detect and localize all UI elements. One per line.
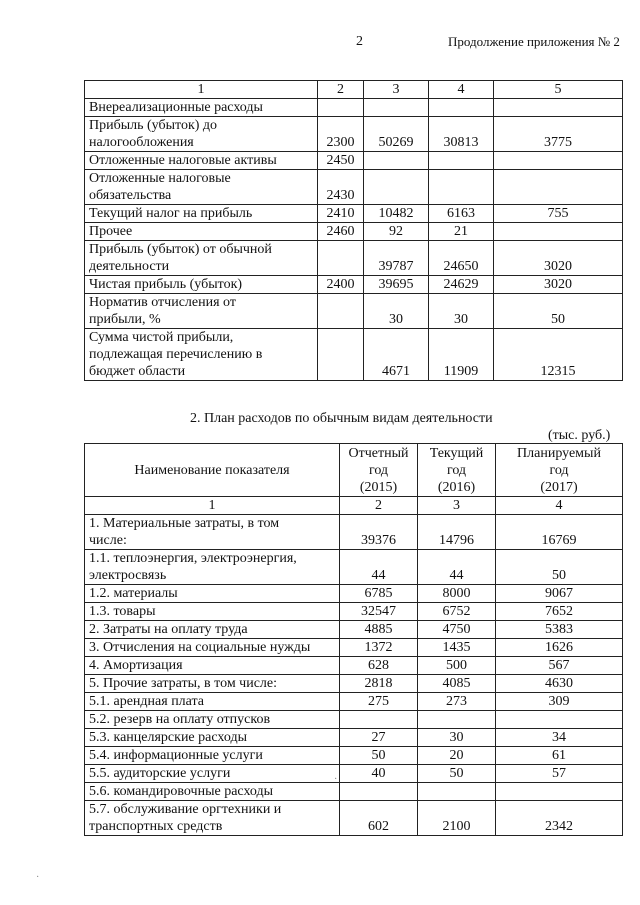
value-2016 xyxy=(418,711,496,729)
row-label-line: электросвязь xyxy=(89,568,167,583)
col-number: 1 xyxy=(85,497,340,515)
row-label-line: обязательства xyxy=(89,188,172,203)
row-label-line: Прочее xyxy=(89,224,133,239)
header-col-2017 xyxy=(496,444,623,497)
row-code xyxy=(318,241,364,276)
row-code: 2400 xyxy=(318,276,364,294)
expenses-header-row xyxy=(85,444,623,497)
row-label xyxy=(85,241,318,276)
value-2015: 39376 xyxy=(340,515,418,550)
table-row xyxy=(85,657,623,675)
row-label-line: 5.7. обслуживание оргтехники и xyxy=(89,802,282,817)
header-col-2016-line2: год xyxy=(446,462,467,478)
value-2017: 7652 xyxy=(496,603,623,621)
row-label-line: деятельности xyxy=(89,259,170,274)
col-number: 5 xyxy=(494,81,623,99)
row-label-line: 5.3. канцелярские расходы xyxy=(89,730,247,745)
row-label-line: Норматив отчисления от xyxy=(89,295,236,310)
value-2015: 39695 xyxy=(364,276,429,294)
value-2015: 1372 xyxy=(340,639,418,657)
header-col-2015-line3: (2015) xyxy=(359,479,398,495)
table-row xyxy=(85,711,623,729)
value-2015: 275 xyxy=(340,693,418,711)
row-label-line: 1.1. теплоэнергия, электроэнергия, xyxy=(89,551,297,566)
value-2017 xyxy=(494,170,623,205)
row-label xyxy=(85,801,340,836)
row-label-line: Текущий налог на прибыль xyxy=(89,206,253,221)
value-2015: 4671 xyxy=(364,329,429,381)
row-code: 2300 xyxy=(318,117,364,152)
col-number: 4 xyxy=(429,81,494,99)
col-number: 4 xyxy=(496,497,623,515)
row-label-line: подлежащая перечислению в xyxy=(89,347,263,362)
scan-speck: · xyxy=(36,872,40,883)
value-2017: 1626 xyxy=(496,639,623,657)
row-label xyxy=(85,639,340,657)
row-label xyxy=(85,585,340,603)
table-row xyxy=(85,765,623,783)
table-row xyxy=(85,205,623,223)
row-label-line: Внереализационные расходы xyxy=(89,100,263,115)
header-col-2015-line2: год xyxy=(368,462,389,478)
value-2016: 1435 xyxy=(418,639,496,657)
value-2016 xyxy=(429,99,494,117)
col-number: 1 xyxy=(85,81,318,99)
row-code xyxy=(318,99,364,117)
value-2016: 21 xyxy=(429,223,494,241)
value-2016: 8000 xyxy=(418,585,496,603)
value-2016 xyxy=(429,152,494,170)
row-label xyxy=(85,550,340,585)
value-2017: 567 xyxy=(496,657,623,675)
value-2017 xyxy=(494,223,623,241)
value-2016: 4085 xyxy=(418,675,496,693)
table-row xyxy=(85,152,623,170)
row-label xyxy=(85,205,318,223)
value-2016: 30813 xyxy=(429,117,494,152)
page-number: 2 xyxy=(356,34,363,49)
row-label xyxy=(85,329,318,381)
row-code: 2460 xyxy=(318,223,364,241)
units-label: (тыс. руб.) xyxy=(548,428,611,443)
value-2016: 11909 xyxy=(429,329,494,381)
row-label-line: Прибыль (убыток) до xyxy=(89,118,218,133)
scan-speck: · xyxy=(334,774,338,785)
value-2015: 44 xyxy=(340,550,418,585)
value-2015: 30 xyxy=(364,294,429,329)
row-label-line: 5.2. резерв на оплату отпусков xyxy=(89,712,271,727)
row-label-line: 5. Прочие затраты, в том числе: xyxy=(89,676,278,691)
value-2017: 2342 xyxy=(496,801,623,836)
value-2015: 39787 xyxy=(364,241,429,276)
value-2017: 5383 xyxy=(496,621,623,639)
value-2016: 2100 xyxy=(418,801,496,836)
section-title: 2. План расходов по обычным видам деятельности xyxy=(190,411,493,426)
table-row xyxy=(85,639,623,657)
row-label xyxy=(85,729,340,747)
table-row xyxy=(85,170,623,205)
row-label xyxy=(85,170,318,205)
row-label-line: прибыли, % xyxy=(89,312,161,327)
value-2016: 30 xyxy=(429,294,494,329)
table-row xyxy=(85,241,623,276)
row-label xyxy=(85,747,340,765)
table-row xyxy=(85,675,623,693)
expenses-table xyxy=(84,443,623,836)
table-row xyxy=(85,729,623,747)
row-code: 2450 xyxy=(318,152,364,170)
value-2015: 628 xyxy=(340,657,418,675)
value-2015 xyxy=(364,152,429,170)
value-2017: 50 xyxy=(494,294,623,329)
row-label-line: Чистая прибыль (убыток) xyxy=(89,277,243,292)
expenses-number-row xyxy=(85,497,623,515)
value-2016: 50 xyxy=(418,765,496,783)
row-label xyxy=(85,765,340,783)
value-2016: 4750 xyxy=(418,621,496,639)
value-2015: 602 xyxy=(340,801,418,836)
row-label xyxy=(85,783,340,801)
table-row xyxy=(85,783,623,801)
income-header-row xyxy=(85,81,623,99)
value-2015 xyxy=(364,170,429,205)
row-label-line: 1.3. товары xyxy=(89,604,156,619)
table-row xyxy=(85,294,623,329)
row-label-line: транспортных средств xyxy=(89,819,223,834)
row-label-line: налогообложения xyxy=(89,135,194,150)
row-code xyxy=(318,294,364,329)
header-col-2017-line2: год xyxy=(549,462,569,478)
table-row xyxy=(85,603,623,621)
table-row xyxy=(85,276,623,294)
value-2017: 12315 xyxy=(494,329,623,381)
value-2015 xyxy=(364,99,429,117)
row-label xyxy=(85,294,318,329)
row-label-line: 2. Затраты на оплату труда xyxy=(89,622,248,637)
value-2017 xyxy=(494,152,623,170)
header-col-2015-line1: Отчетный xyxy=(348,445,409,461)
row-label-line: 1. Материальные затраты, в том xyxy=(89,516,280,531)
table-row xyxy=(85,223,623,241)
table-row xyxy=(85,515,623,550)
row-code: 2410 xyxy=(318,205,364,223)
value-2015: 2818 xyxy=(340,675,418,693)
value-2015: 50269 xyxy=(364,117,429,152)
row-label xyxy=(85,711,340,729)
col-number: 2 xyxy=(318,81,364,99)
header-col-2016 xyxy=(418,444,496,497)
value-2016 xyxy=(429,170,494,205)
value-2016: 6163 xyxy=(429,205,494,223)
row-label-line: 5.1. арендная плата xyxy=(89,694,205,709)
header-indicator-name: Наименование показателя xyxy=(85,444,340,497)
value-2016: 44 xyxy=(418,550,496,585)
value-2017: 16769 xyxy=(496,515,623,550)
row-label-line: 5.4. информационные услуги xyxy=(89,748,263,763)
value-2015: 6785 xyxy=(340,585,418,603)
row-label-line: бюджет области xyxy=(89,364,186,379)
value-2016: 24629 xyxy=(429,276,494,294)
row-label-line: Прибыль (убыток) от обычной xyxy=(89,242,272,257)
table-row xyxy=(85,99,623,117)
row-label-line: Отложенные налоговые xyxy=(89,171,231,186)
row-label-line: 4. Амортизация xyxy=(89,658,183,673)
value-2017 xyxy=(496,711,623,729)
value-2016: 30 xyxy=(418,729,496,747)
value-2015: 92 xyxy=(364,223,429,241)
col-number: 3 xyxy=(418,497,496,515)
row-label xyxy=(85,117,318,152)
table-row xyxy=(85,585,623,603)
value-2017: 3775 xyxy=(494,117,623,152)
row-label-line: 3. Отчисления на социальные нужды xyxy=(89,640,311,655)
row-label xyxy=(85,152,318,170)
value-2015: 4885 xyxy=(340,621,418,639)
income-table xyxy=(84,80,623,381)
row-label xyxy=(85,657,340,675)
value-2017: 61 xyxy=(496,747,623,765)
value-2016 xyxy=(418,783,496,801)
value-2017 xyxy=(494,99,623,117)
row-label xyxy=(85,515,340,550)
value-2017: 57 xyxy=(496,765,623,783)
value-2015: 32547 xyxy=(340,603,418,621)
value-2017: 3020 xyxy=(494,241,623,276)
row-label xyxy=(85,276,318,294)
row-label-line: 5.6. командировочные расходы xyxy=(89,784,274,799)
appendix-note: Продолжение приложения № 2 xyxy=(448,34,620,49)
row-label xyxy=(85,99,318,117)
value-2015 xyxy=(340,783,418,801)
col-number: 3 xyxy=(364,81,429,99)
row-label xyxy=(85,621,340,639)
row-label-line: числе: xyxy=(89,533,127,548)
col-number: 2 xyxy=(340,497,418,515)
value-2015: 50 xyxy=(340,747,418,765)
row-code xyxy=(318,329,364,381)
value-2015: 27 xyxy=(340,729,418,747)
row-label-line: 1.2. материалы xyxy=(89,586,178,601)
value-2017: 755 xyxy=(494,205,623,223)
header-col-2016-line3: (2016) xyxy=(437,479,476,495)
value-2016: 20 xyxy=(418,747,496,765)
row-label xyxy=(85,603,340,621)
row-label-line: 5.5. аудиторские услуги xyxy=(89,766,231,781)
value-2017: 3020 xyxy=(494,276,623,294)
value-2015: 40 xyxy=(340,765,418,783)
table-row xyxy=(85,693,623,711)
row-label-line: Отложенные налоговые активы xyxy=(89,153,277,168)
value-2017: 4630 xyxy=(496,675,623,693)
header-col-2017-line1: Планируемый xyxy=(517,445,601,461)
row-label-line: Сумма чистой прибыли, xyxy=(89,330,234,345)
value-2016: 273 xyxy=(418,693,496,711)
value-2016: 6752 xyxy=(418,603,496,621)
row-label xyxy=(85,693,340,711)
header-col-2015 xyxy=(340,444,418,497)
table-row xyxy=(85,801,623,836)
table-row xyxy=(85,329,623,381)
value-2017: 34 xyxy=(496,729,623,747)
row-code: 2430 xyxy=(318,170,364,205)
header-col-2017-line3: (2017) xyxy=(540,479,578,495)
row-label xyxy=(85,223,318,241)
table-row xyxy=(85,550,623,585)
value-2017: 9067 xyxy=(496,585,623,603)
value-2017: 50 xyxy=(496,550,623,585)
value-2015 xyxy=(340,711,418,729)
header-col-2016-line1: Текущий xyxy=(429,445,484,461)
value-2016: 14796 xyxy=(418,515,496,550)
value-2016: 500 xyxy=(418,657,496,675)
table-row xyxy=(85,747,623,765)
table-row xyxy=(85,621,623,639)
value-2017 xyxy=(496,783,623,801)
row-label xyxy=(85,675,340,693)
value-2016: 24650 xyxy=(429,241,494,276)
value-2015: 10482 xyxy=(364,205,429,223)
value-2017: 309 xyxy=(496,693,623,711)
table-row xyxy=(85,117,623,152)
